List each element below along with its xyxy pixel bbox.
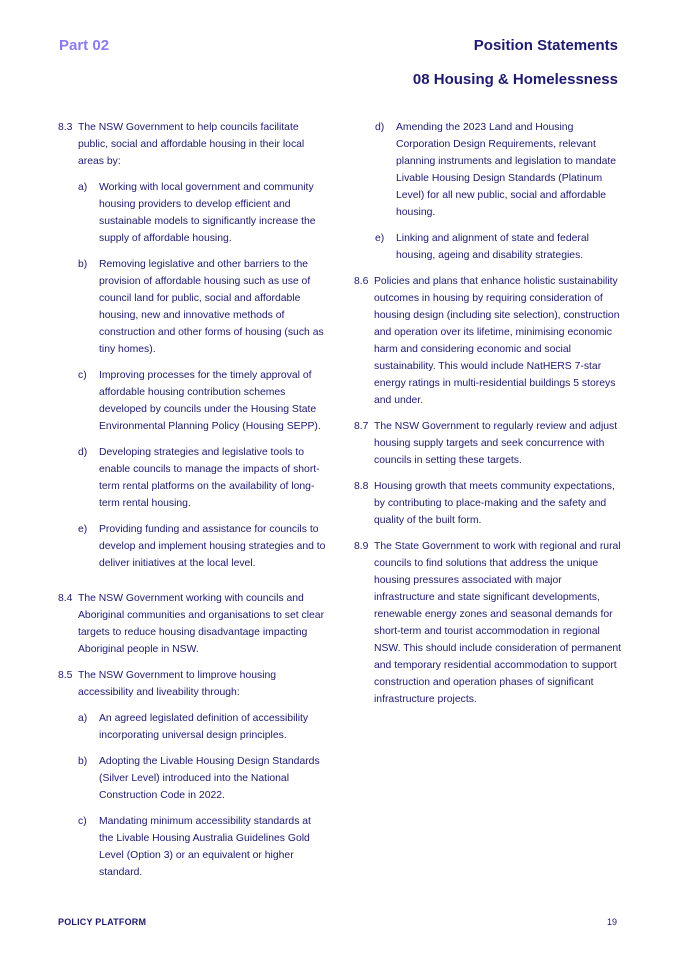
clause-8-8 [354,478,622,529]
clause-8-3 [58,119,328,581]
clause-text: The NSW Government to limprove housing accessibility and liveability through: [78,670,277,698]
clause-8-6 [354,273,622,409]
page-header [413,37,618,88]
clause-8-5 [58,667,328,890]
clause-8-9 [354,538,622,708]
sub-list [78,710,328,881]
item-letter: c) [78,816,87,827]
item-letter: c) [78,370,87,381]
item-letter: d) [375,122,385,133]
item-letter: a) [78,713,88,724]
clause-text: Housing growth that meets community expectations, by contributing to place-making and the safety and quality of the built form. [374,481,615,526]
list-item [78,179,328,247]
clause-number: 8.5 [58,670,73,681]
list-item [78,710,328,744]
subsection-title: 08 Housing & Homelessness [412,71,618,88]
list-item [78,367,328,435]
item-letter: d) [78,447,88,458]
list-item [78,813,328,881]
list-item [78,753,328,804]
section-title: Position Statements [473,37,618,54]
clause-number: 8.9 [354,541,369,552]
footer-label: POLICY PLATFORM [58,917,147,927]
item-letter: b) [78,259,88,270]
item-letter: a) [78,182,88,193]
item-text: An agreed legislated definition of accessibility incorporating universal design principles. [99,713,309,741]
clause-number: 8.3 [58,122,73,133]
item-text: Removing legislative and other barriers to the provision of affordable housing such as use of council land for public, social and affordable housing, new and innovative methods of construction and other forms of housing (such as tiny homes). [99,259,324,355]
left-column [58,119,328,899]
clause-text: Policies and plans that enhance holistic sustainability outcomes in housing by requiring consideration of housing design (including site selection), construction and operation over its lifetime, minimising economic harm and considering economic and social sustainability. This would include NatHERS 7-star energy ratings in multi-residential buildings 5 storeys and under. [374,276,620,406]
clause-number: 8.6 [354,276,369,287]
list-item [354,119,622,221]
item-letter: e) [78,524,88,535]
clause-text: The NSW Government to regularly review and adjust housing supply targets and seek concurrence with councils in setting these targets. [374,421,618,466]
clause-8-4 [58,590,328,658]
item-text: Working with local government and community housing providers to develop efficient and sustainable models to significantly increase the supply of affordable housing. [99,182,316,244]
item-text: Mandating minimum accessibility standards at the Livable Housing Australia Guidelines Gold Level (Option 3) or an equivalent or higher standard. [99,816,311,878]
item-text: Adopting the Livable Housing Design Standards (Silver Level) introduced into the National Construction Code in 2022. [99,756,320,801]
list-item [78,256,328,358]
item-text: Amending the 2023 Land and Housing Corporation Design Requirements, relevant planning instruments and legislation to mandate Livable Housing Design Standards (Platinum Level) for all new public, social and affordable housing. [396,122,617,218]
page-number: 19 [606,917,617,927]
part-label: Part 02 [59,37,110,54]
item-letter: e) [375,233,385,244]
clause-8-7 [354,418,622,469]
list-item [78,521,328,572]
item-letter: b) [78,756,88,767]
list-item [354,230,622,264]
item-text: Improving processes for the timely approval of affordable housing contribution schemes developed by councils under the Housing State Environmental Planning Policy (Housing SEPP). [99,370,321,432]
item-text: Providing funding and assistance for councils to develop and implement housing strategies and to deliver initiatives at the local level. [99,524,326,569]
clause-text: The NSW Government working with councils and Aboriginal communities and organisations to set clear targets to reduce housing disadvantage impacting Aboriginal people in NSW. [78,593,325,655]
list-item [78,444,328,512]
clause-number: 8.4 [58,593,73,604]
item-text: Linking and alignment of state and federal housing, ageing and disability strategies. [396,233,589,261]
clause-number: 8.7 [354,421,369,432]
clause-text: The State Government to work with regional and rural councils to find solutions that address the unique housing pressures associated with major infrastructure and state significant developments, renewable energy zones and seasonal demands for short-term and tourist accommodation in regional NSW. This should include consideration of permanent and temporary residential accommodation to support construction and operation phases of significant infrastructure projects. [374,541,622,705]
clause-number: 8.8 [354,481,369,492]
right-column [354,119,622,717]
clause-text: The NSW Government to help councils facilitate public, social and affordable housing in their local areas by: [78,122,305,167]
item-text: Developing strategies and legislative tools to enable councils to manage the impacts of short-term rental platforms on the availability of long-term rental housing. [99,447,320,509]
sub-list [78,179,328,572]
